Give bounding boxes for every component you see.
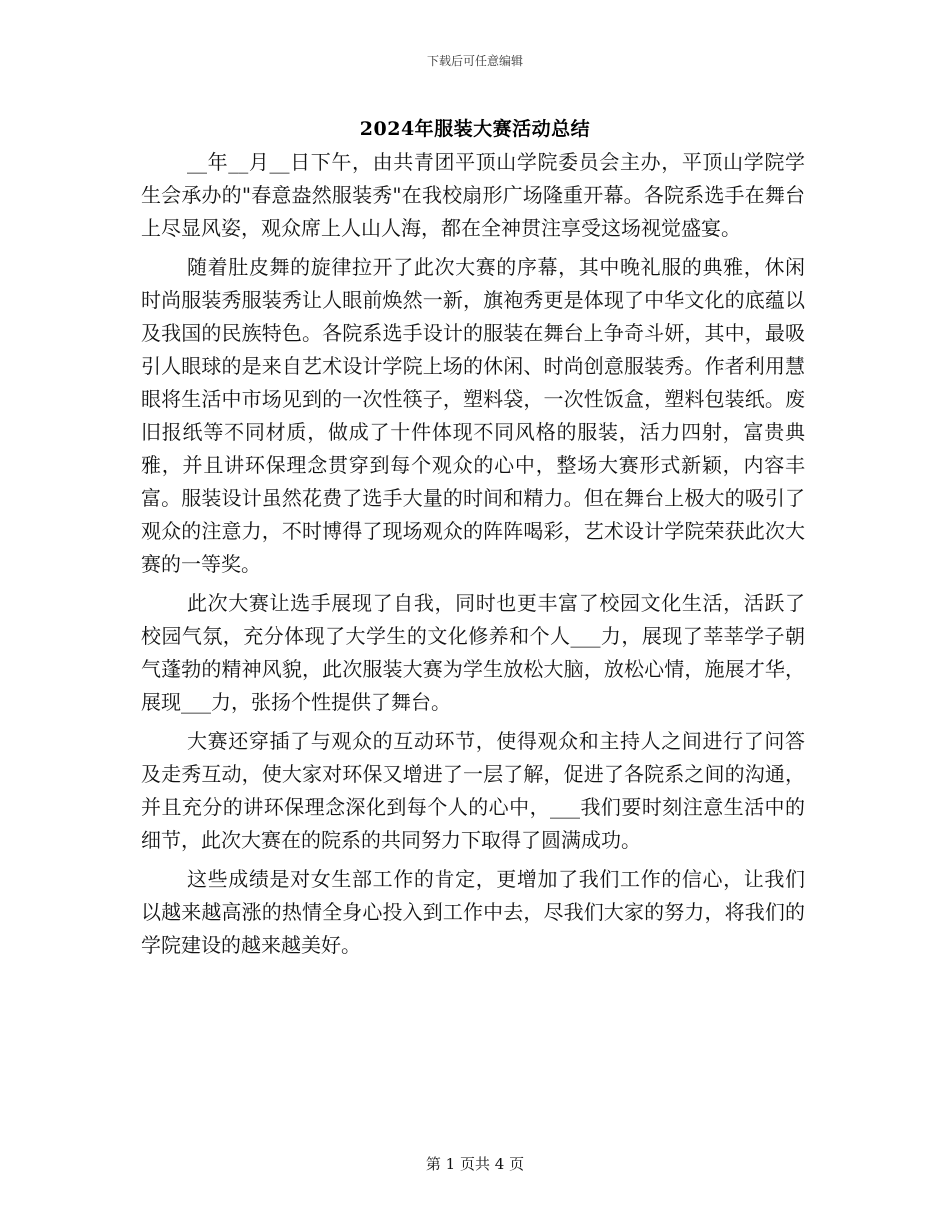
document-title: 2024年服装大赛活动总结: [359, 118, 591, 140]
paragraph-1: __年__月__日下午，由共青团平顶山学院委员会主办，平顶山学院学生会承办的"春意盎然服装秀"在我校扇形广场隆重开幕。各院系选手在舞台上尽显风姿，观众席上人山人海，都在全神贯注享受这场视觉盛宴。: [141, 150, 805, 240]
paragraph-3: 此次大赛让选手展现了自我，同时也更丰富了校园文化生活，活跃了校园气氛，充分体现了大学生的文化修养和个人___力，展现了莘莘学子朝气蓬勃的精神风貌，此次服装大赛为学生放松大脑，放松心情，施展才华，展现___力，张扬个性提供了舞台。: [141, 591, 805, 714]
page-header-note: 下载后可任意编辑: [426, 54, 523, 68]
paragraph-4: 大赛还穿插了与观众的互动环节，使得观众和主持人之间进行了问答及走秀互动，使大家对环保又增进了一层了解，促进了各院系之间的沟通，并且充分的讲环保理念深化到每个人的心中，___我们要时刻注意生活中的细节，此次大赛在的院系的共同努力下取得了圆满成功。: [141, 729, 805, 852]
paragraph-5: 这些成绩是对女生部工作的肯定，更增加了我们工作的信心，让我们以越来越高涨的热情全身心投入到工作中去，尽我们大家的努力，将我们的学院建设的越来越美好。: [141, 867, 805, 957]
document-body: [141, 146, 805, 962]
paragraph-2: 随着肚皮舞的旋律拉开了此次大赛的序幕，其中晚礼服的典雅，休闲时尚服装秀服装秀让人眼前焕然一新，旗袍秀更是体现了中华文化的底蕴以及我国的民族特色。各院系选手设计的服装在舞台上争奇斗妍，其中，最吸引人眼球的是来自艺术设计学院上场的休闲、时尚创意服装秀。作者利用慧眼将生活中市场见到的一次性筷子，塑料袋，一次性饭盒，塑料包装纸。废旧报纸等不同材质，做成了十件体现不同风格的服装，活力四射，富贵典雅，并且讲环保理念贯穿到每个观众的心中，整场大赛形式新颖，内容丰富。服装设计虽然花费了选手大量的时间和精力。但在舞台上极大的吸引了观众的注意力，不时博得了现场观众的阵阵喝彩，艺术设计学院荣获此次大赛的一等奖。: [141, 255, 805, 576]
page-number: 第 1 页共 4 页: [425, 1155, 525, 1173]
